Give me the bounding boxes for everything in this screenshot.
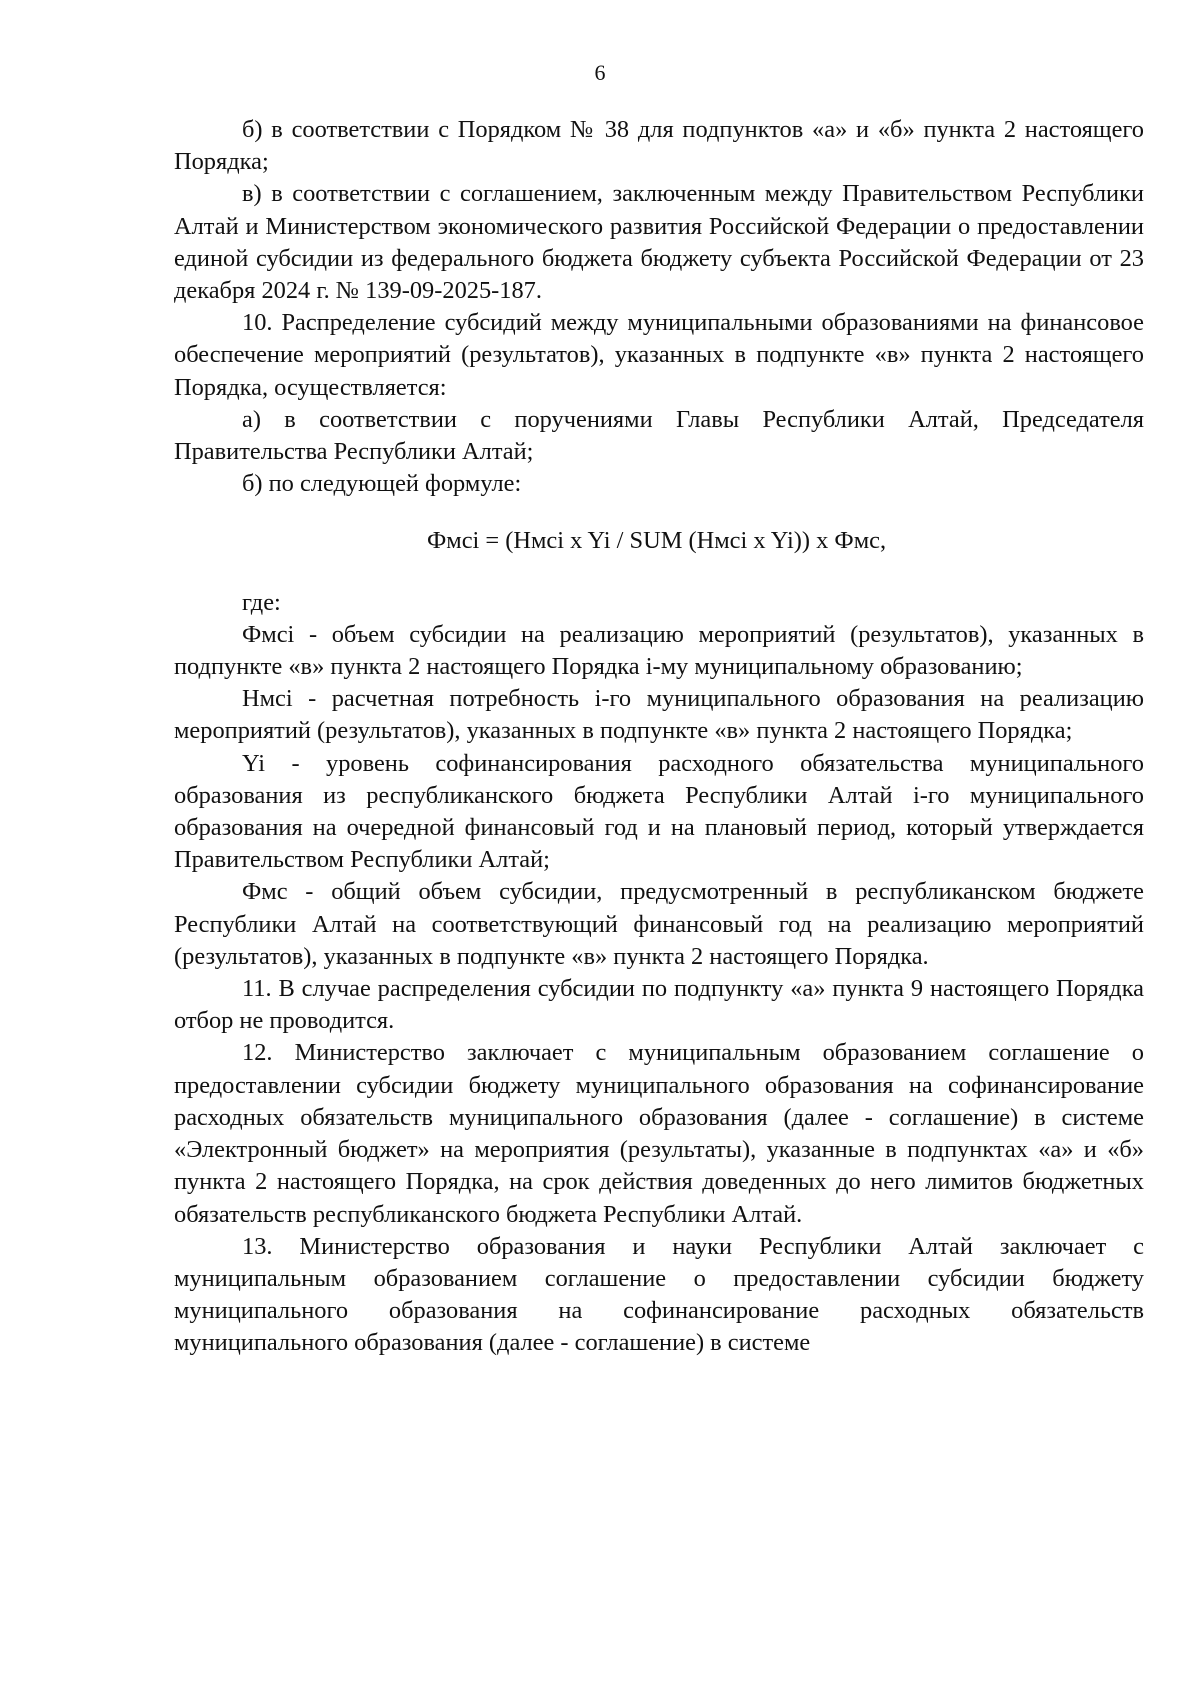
definition-fms: Фмс - общий объем субсидии, предусмотренный в республиканском бюджете Республики Алтай на соответствующий финансовый год на реализацию мероприятий (результатов), указанных в подпункте «в» пункта 2 настоящего Порядка. xyxy=(174,878,1144,970)
paragraph-sub-b-order-38: б) в соответствии с Порядком № 38 для подпунктов «а» и «б» пункта 2 настоящего Порядка; xyxy=(174,116,1144,176)
page-number: 6 xyxy=(594,60,606,85)
formula: Фмсi = (Нмсi x Yi / SUM (Нмсi x Yi)) x Фмс, xyxy=(427,527,887,555)
document-body xyxy=(174,114,1144,1360)
paragraph-item-10: 10. Распределение субсидий между муниципальными образованиями на финансовое обеспечение мероприятий (результатов), указанных в подпункте «в» пункта 2 настоящего Порядка, осуществляется: xyxy=(174,309,1144,401)
definition-yi: Yi - уровень софинансирования расходного обязательства муниципального образования из республиканского бюджета Республики Алтай i-го муниципального образования на очередной финансовый год и на плановый период, который утверждается Правительством Республики Алтай; xyxy=(174,749,1144,874)
paragraph-item-13: 13. Министерство образования и науки Республики Алтай заключает с муниципальным образованием соглашение о предоставлении субсидии бюджету муниципального образования на софинансирование расходных обязательств муниципального образования (далее - соглашение) в системе xyxy=(174,1232,1144,1357)
paragraph-item-12: 12. Министерство заключает с муниципальным образованием соглашение о предоставлении субсидии бюджету муниципального образования на софинансирование расходных обязательств муниципального образования (далее - соглашение) в системе «Электронный бюджет» на мероприятия (результаты), указанные в подпунктах «а» и «б» пункта 2 настоящего Порядка, на срок действия доведенных до него лимитов бюджетных обязательств республиканского бюджета Республики Алтай. xyxy=(174,1039,1144,1228)
definition-nmsi: Нмсi - расчетная потребность i-го муниципального образования на реализацию мероприятий (результатов), указанных в подпункте «в» пункта 2 настоящего Порядка; xyxy=(174,685,1144,745)
paragraph-item-11: 11. В случае распределения субсидии по подпункту «а» пункта 9 настоящего Порядка отбор не проводится. xyxy=(174,975,1144,1035)
definition-fmsi: Фмсi - объем субсидии на реализацию мероприятий (результатов), указанных в подпункте «в» пункта 2 настоящего Порядка i-му муниципальному образованию; xyxy=(174,620,1144,681)
paragraph-where: где: xyxy=(242,588,281,616)
paragraph-item-10-a: а) в соответствии с поручениями Главы Республики Алтай, Председателя Правительства Республики Алтай; xyxy=(174,405,1144,466)
paragraph-sub-v-agreement: в) в соответствии с соглашением, заключенным между Правительством Республики Алтай и Министерством экономического развития Российской Федерации о предоставлении единой субсидии из федерального бюджета бюджету субъекта Российской Федерации от 23 декабря 2024 г. № 139-09-2025-187. xyxy=(174,180,1144,305)
paragraph-item-10-b: б) по следующей формуле: xyxy=(242,470,522,498)
